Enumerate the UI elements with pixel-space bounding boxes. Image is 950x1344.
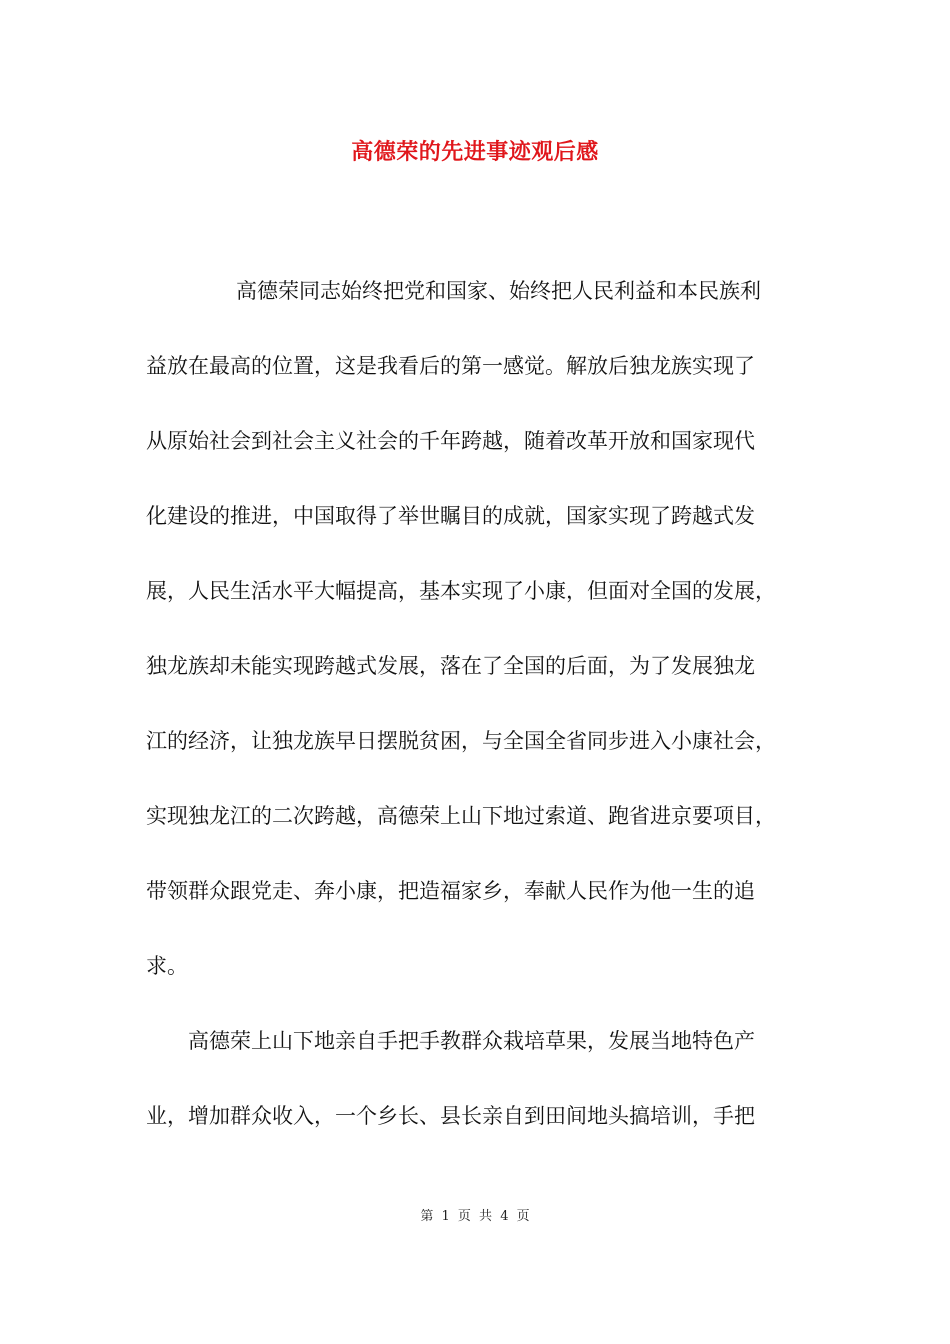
paragraph-line: 益放在最高的位置，这是我看后的第一感觉。解放后独龙族实现了 <box>146 354 755 378</box>
paragraph-line: 求。 <box>146 954 188 978</box>
paragraph-line: 江的经济，让独龙族早日摆脱贫困，与全国全省同步进入小康社会， <box>146 729 776 753</box>
paragraph-line: 独龙族却未能实现跨越式发展，落在了全国的后面，为了发展独龙 <box>146 654 755 678</box>
paragraph-line: 带领群众跟党走、奔小康，把造福家乡，奉献人民作为他一生的追 <box>146 879 755 903</box>
page-number-footer: 第 1 页 共 4 页 <box>420 1209 530 1224</box>
paragraph-line: 实现独龙江的二次跨越，高德荣上山下地过索道、跑省进京要项目， <box>146 804 776 828</box>
paragraph-line: 业，增加群众收入，一个乡长、县长亲自到田间地头搞培训，手把 <box>146 1104 755 1128</box>
paragraph-line: 高德荣上山下地亲自手把手教群众栽培草果，发展当地特色产 <box>188 1029 755 1053</box>
paragraph-line: 化建设的推进，中国取得了举世瞩目的成就，国家实现了跨越式发 <box>146 504 755 528</box>
document-title: 高德荣的先进事迹观后感 <box>351 139 599 165</box>
paragraph-line: 从原始社会到社会主义社会的千年跨越，随着改革开放和国家现代 <box>146 429 755 453</box>
paragraph-line: 高德荣同志始终把党和国家、始终把人民利益和本民族利 <box>236 279 761 303</box>
paragraph-line: 展，人民生活水平大幅提高，基本实现了小康，但面对全国的发展， <box>146 579 776 603</box>
